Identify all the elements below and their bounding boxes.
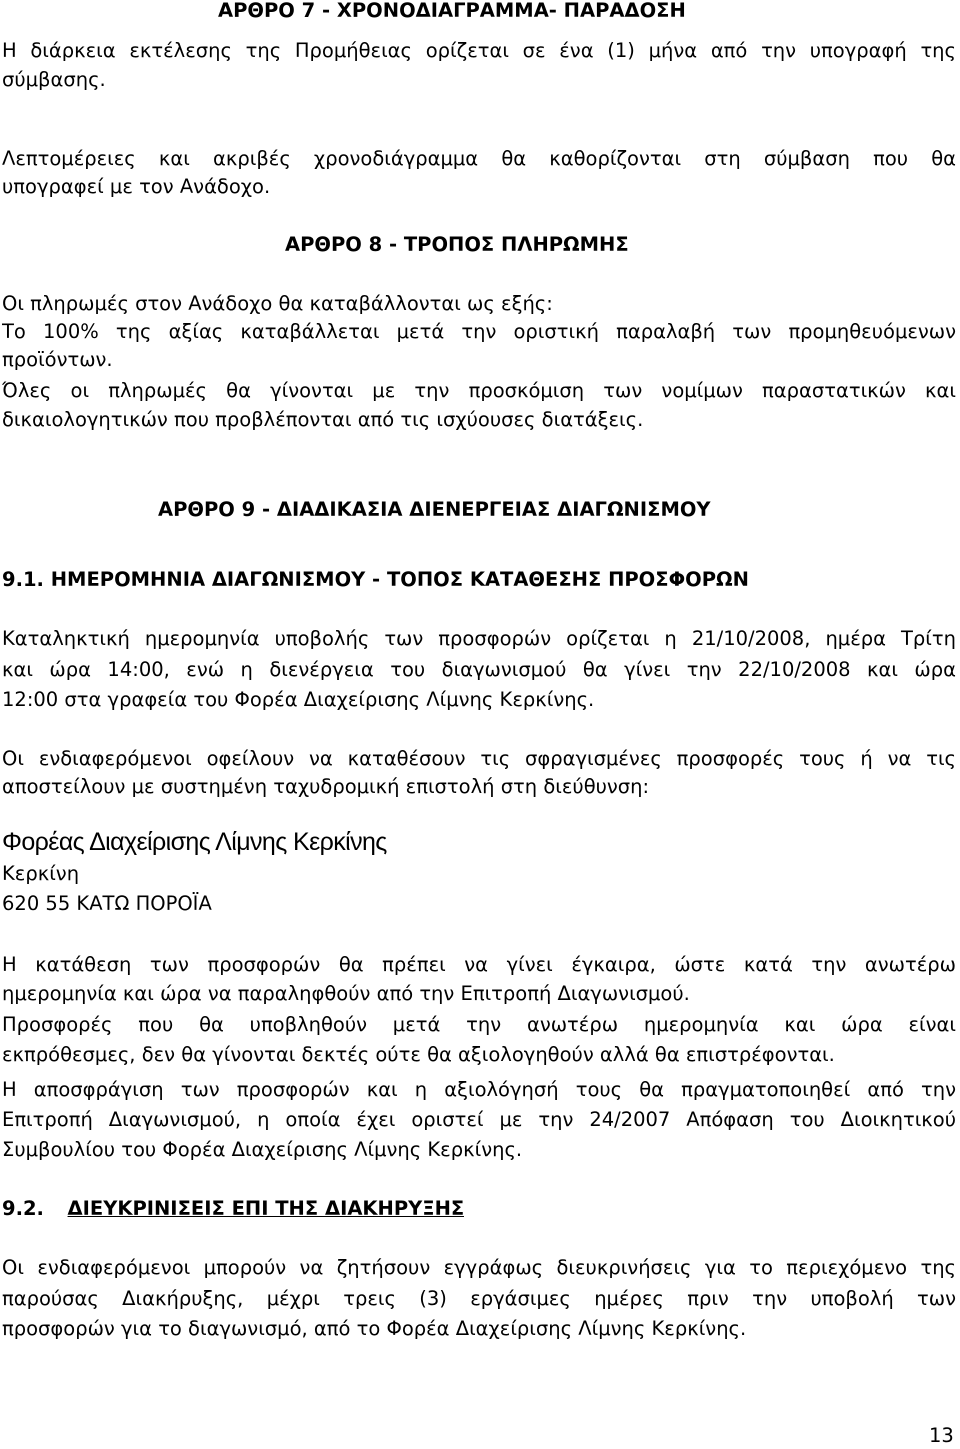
article-7-paragraph-1-line-2: σύμβασης. xyxy=(2,68,106,91)
article-7-heading: ΑΡΘΡΟ 7 - ΧΡΟΝΟΔΙΑΓΡΑΜΜΑ- ΠΑΡΑΔΟΣΗ xyxy=(218,0,686,22)
section-9-1-paragraph-1-line-2: και ώρα 14:00, ενώ η διενέργεια του διαγωνισμού θα γίνει την 22/10/2008 και ώρα xyxy=(2,658,956,681)
section-9-2-heading xyxy=(2,1195,464,1223)
article-8-paragraph-2-line-1: Όλες οι πληρωμές θα γίνονται με την προσκόμιση των νομίμων παραστατικών και xyxy=(2,379,956,402)
section-9-2-paragraph-1-line-2: παρούσας Διακήρυξης, μέχρι τρεις (3) εργάσιμες ημέρες πριν την υποβολή των xyxy=(2,1287,956,1310)
page-number: 13 xyxy=(929,1424,954,1447)
article-7-paragraph-2-line-1: Λεπτομέρειες και ακριβές χρονοδιάγραμμα θα καθορίζονται στη σύμβαση που θα xyxy=(2,147,956,170)
address-organization-name: Φορέας Διαχείρισης Λίμνης Κερκίνης xyxy=(2,828,387,856)
address-line-2: 620 55 ΚΑΤΩ ΠΟΡΟΪΑ xyxy=(2,892,212,915)
article-8-paragraph-1-line-2: Το 100% της αξίας καταβάλλεται μετά την οριστική παραλαβή των προμηθευόμενων xyxy=(2,320,956,343)
section-9-2-paragraph-1-line-3: προσφορών για το διαγωνισμό, από το Φορέα Διαχείρισης Λίμνης Κερκίνης. xyxy=(2,1317,747,1340)
section-9-1-paragraph-2-line-2: αποστείλουν με συστημένη ταχυδρομική επιστολή στη διεύθυνση: xyxy=(2,775,650,798)
section-9-1-paragraph-2-line-1: Οι ενδιαφερόμενοι οφείλουν να καταθέσουν τις σφραγισμένες προσφορές τους ή να τις xyxy=(2,747,956,770)
section-9-1-paragraph-1-line-1: Καταληκτική ημερομηνία υποβολής των προσφορών ορίζεται η 21/10/2008, ημέρα Τρίτη xyxy=(2,627,956,650)
section-9-2-paragraph-1-line-1: Οι ενδιαφερόμενοι μπορούν να ζητήσουν εγγράφως διευκρινήσεις για το περιεχόμενο της xyxy=(2,1256,956,1279)
section-9-1-paragraph-3-line-2: ημερομηνία και ώρα να παραληφθούν από την Επιτροπή Διαγωνισμού. xyxy=(2,982,690,1005)
section-9-2-title: ΔΙΕΥΚΡΙΝΙΣΕΙΣ ΕΠΙ ΤΗΣ ΔΙΑΚΗΡΥΞΗΣ xyxy=(67,1197,465,1220)
article-7-paragraph-2-line-2: υπογραφεί με τον Ανάδοχο. xyxy=(2,175,271,198)
section-9-1-paragraph-4-line-2: εκπρόθεσμες, δεν θα γίνονται δεκτές ούτε θα αξιολογηθούν αλλά θα επιστρέφονται. xyxy=(2,1043,835,1066)
article-8-heading: ΑΡΘΡΟ 8 - ΤΡΟΠΟΣ ΠΛΗΡΩΜΗΣ xyxy=(285,233,629,256)
section-9-1-paragraph-5-line-2: Επιτροπή Διαγωνισμού, η οποία έχει οριστεί με την 24/2007 Απόφαση του Διοικητικού xyxy=(2,1108,956,1131)
section-9-1-paragraph-3-line-1: Η κατάθεση των προσφορών θα πρέπει να γίνει έγκαιρα, ώστε κατά την ανωτέρω xyxy=(2,953,956,976)
section-9-1-paragraph-5-line-3: Συμβουλίου του Φορέα Διαχείρισης Λίμνης Κερκίνης. xyxy=(2,1138,523,1161)
section-9-2-number: 9.2. xyxy=(2,1197,44,1220)
article-8-paragraph-1-line-3: προϊόντων. xyxy=(2,348,113,371)
section-9-1-paragraph-5-line-1: Η αποσφράγιση των προσφορών και η αξιολόγησή τους θα πραγματοποιηθεί από την xyxy=(2,1078,956,1101)
article-8-paragraph-2-line-2: δικαιολογητικών που προβλέπονται από τις ισχύουσες διατάξεις. xyxy=(2,408,644,431)
section-9-1-heading: 9.1. ΗΜΕΡΟΜΗΝΙΑ ΔΙΑΓΩΝΙΣΜΟΥ - ΤΟΠΟΣ ΚΑΤΑΘΕΣΗΣ ΠΡΟΣΦΟΡΩΝ xyxy=(2,568,749,591)
section-9-1-paragraph-1-line-3: 12:00 στα γραφεία του Φορέα Διαχείρισης Λίμνης Κερκίνης. xyxy=(2,688,595,711)
article-7-paragraph-1-line-1: Η διάρκεια εκτέλεσης της Προμήθειας ορίζεται σε ένα (1) μήνα από την υπογραφή της xyxy=(2,39,956,62)
article-8-paragraph-1-line-1: Οι πληρωμές στον Ανάδοχο θα καταβάλλονται ως εξής: xyxy=(2,292,553,315)
article-9-heading: ΑΡΘΡΟ 9 - ΔΙΑΔΙΚΑΣΙΑ ΔΙΕΝΕΡΓΕΙΑΣ ΔΙΑΓΩΝΙΣΜΟΥ xyxy=(158,498,711,521)
address-line-1: Κερκίνη xyxy=(2,862,80,885)
section-9-1-paragraph-4-line-1: Προσφορές που θα υποβληθούν μετά την ανωτέρω ημερομηνία και ώρα είναι xyxy=(2,1013,956,1036)
